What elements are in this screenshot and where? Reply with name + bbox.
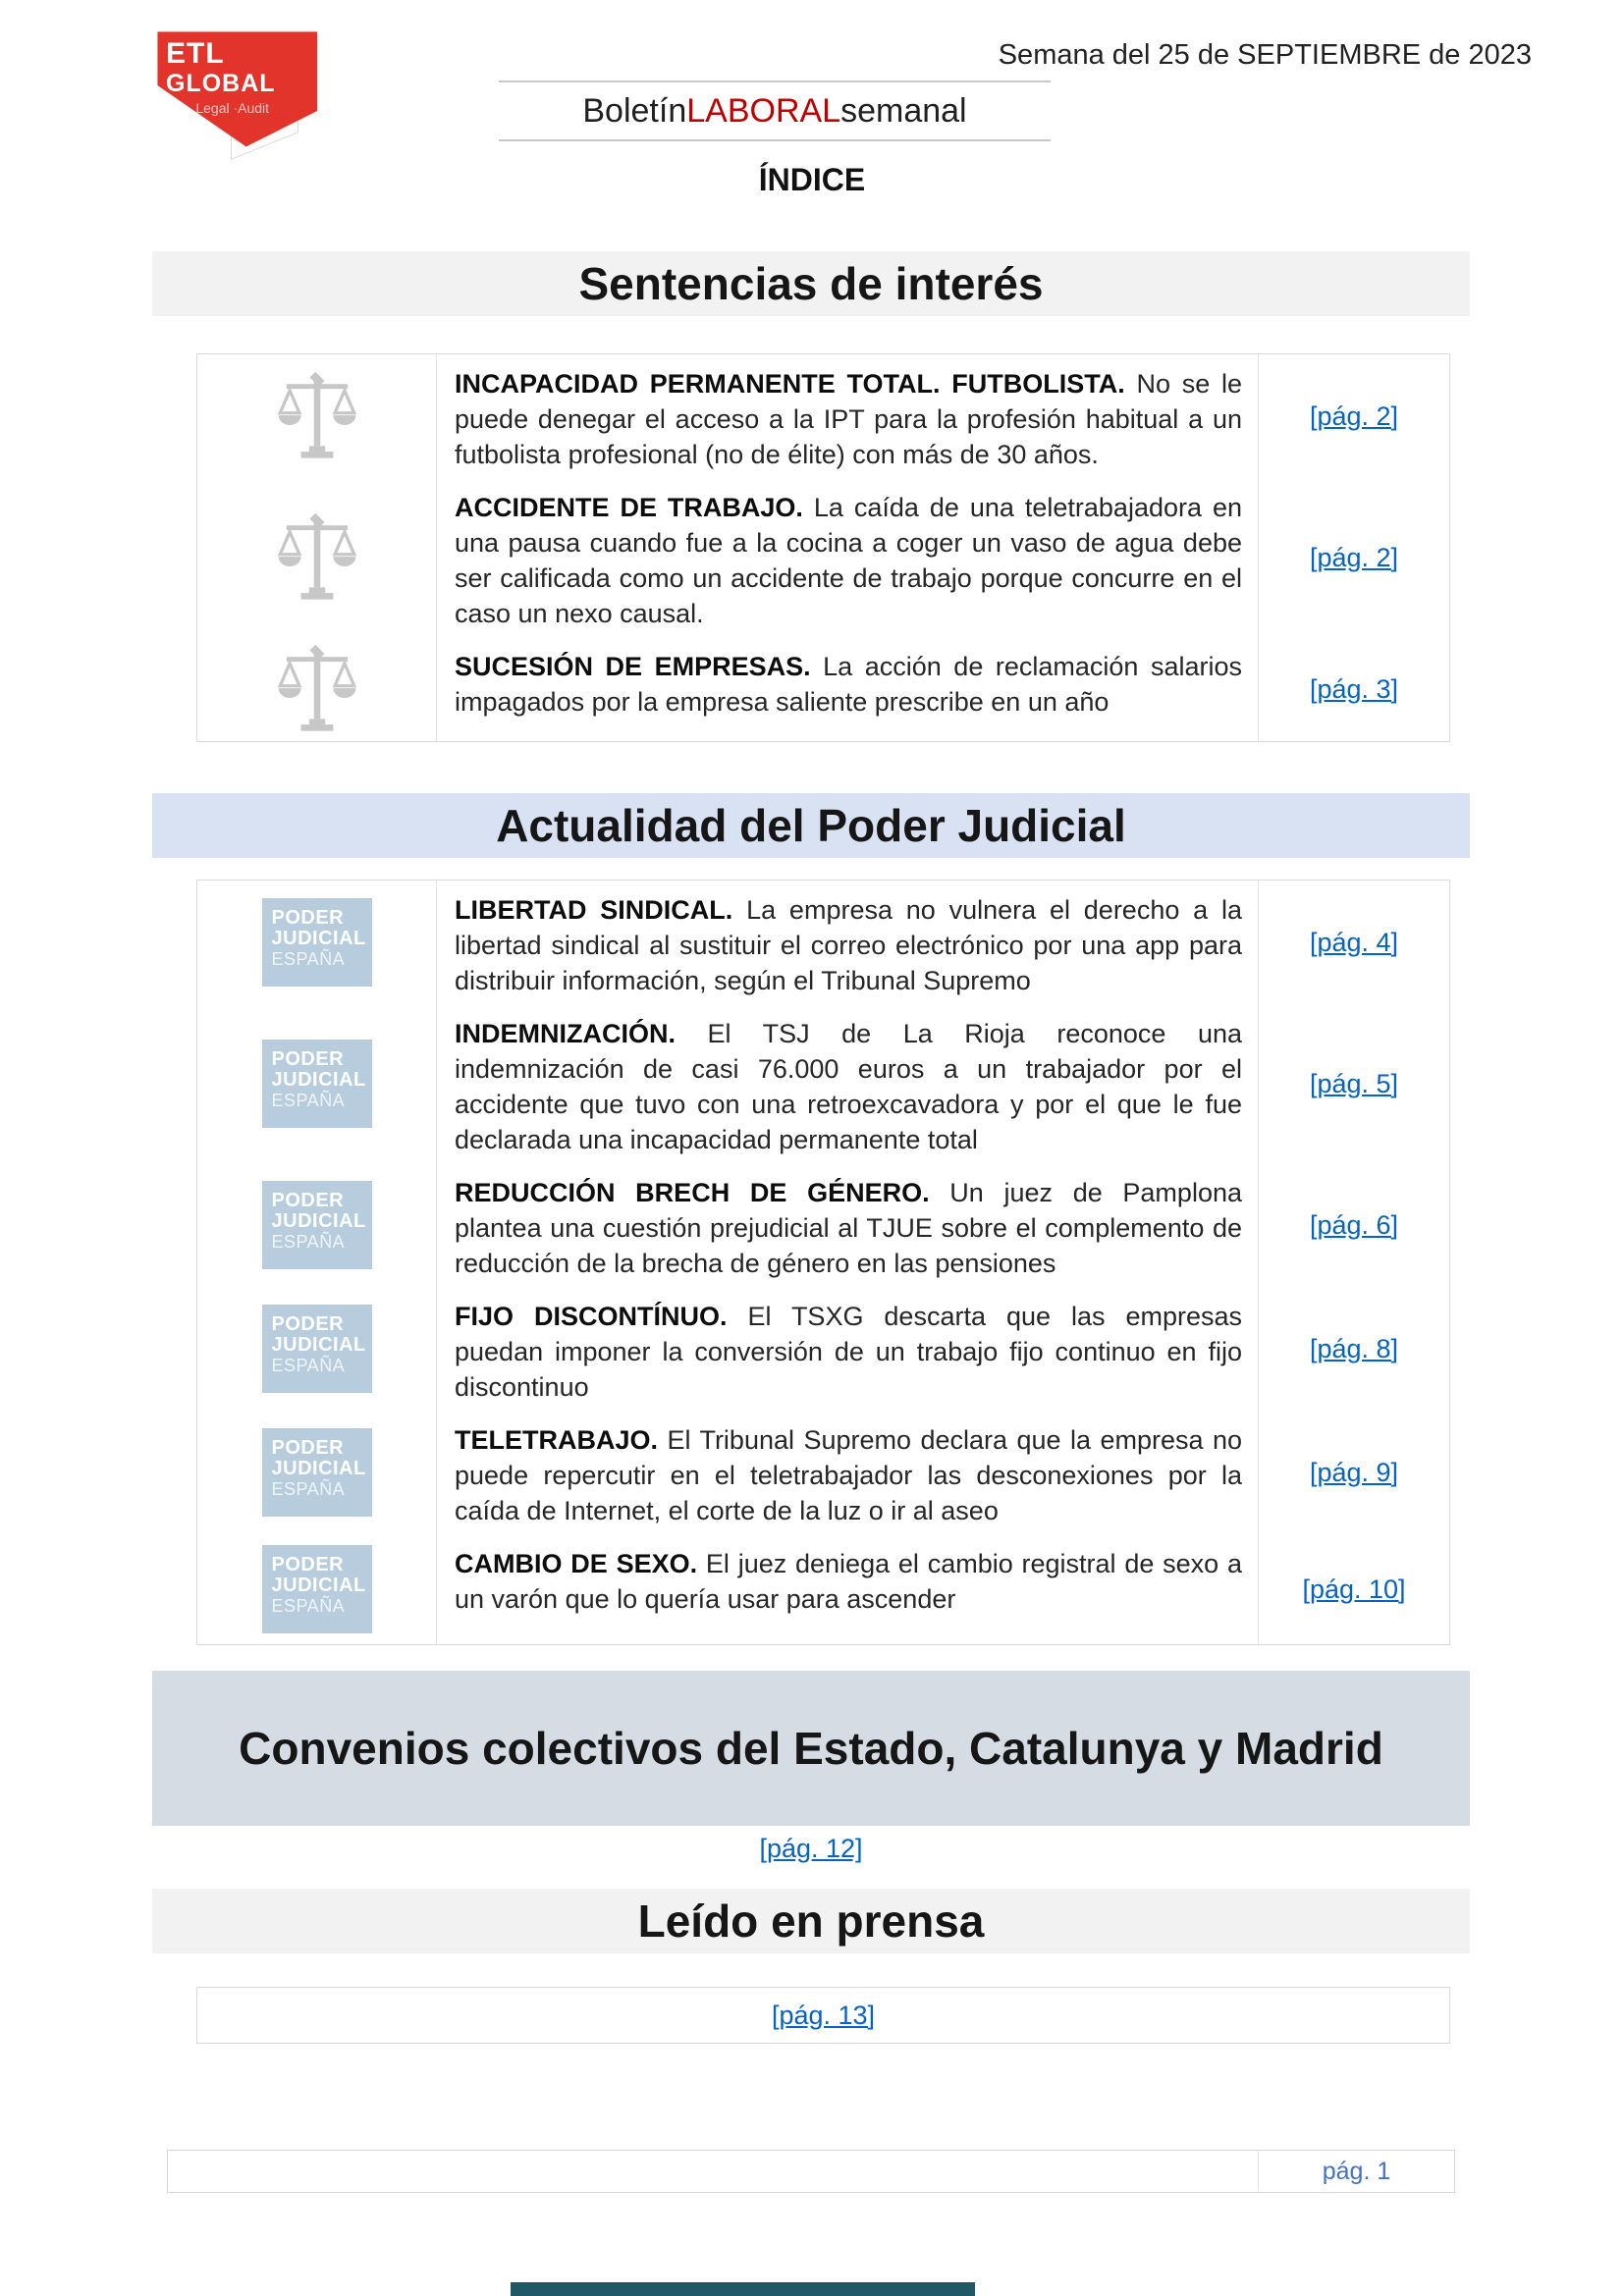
entry-text xyxy=(455,1546,1242,1617)
entry-lead: REDUCCIÓN BRECH DE GÉNERO. xyxy=(455,1178,930,1207)
entry-lead: TELETRABAJO. xyxy=(455,1425,659,1455)
entry-lead: ACCIDENTE DE TRABAJO. xyxy=(455,493,803,522)
entry-body: No se le puede denegar el acceso a la IPT para la profesión habitual a un futbolista profesional (no de élite) con más de 30 años. xyxy=(455,369,1242,469)
entry-text xyxy=(455,1422,1242,1528)
sentencias-table xyxy=(196,353,1450,742)
page-link-pj-4[interactable]: [pág. 8] xyxy=(1309,1333,1399,1363)
section-title-sentencias: Sentencias de interés xyxy=(152,251,1470,316)
bulletin-title-accent: LABORAL xyxy=(686,91,841,130)
poder-judicial-logo: PODER JUDICIAL ESPAÑA xyxy=(262,1428,372,1517)
poder-judicial-logo: PODER JUDICIAL ESPAÑA xyxy=(262,1040,372,1128)
table-row xyxy=(197,1287,1449,1411)
entry-lead: LIBERTAD SINDICAL. xyxy=(455,895,733,925)
entry-body: La acción de reclamación salarios impagados por la empresa saliente prescribe en un año xyxy=(455,652,1243,717)
justice-scales-icon xyxy=(277,642,357,736)
page-link-pj-6[interactable]: [pág. 10] xyxy=(1302,1574,1406,1604)
poder-judicial-logo: PODER JUDICIAL ESPAÑA xyxy=(262,1181,372,1269)
page-link-sentencias-3[interactable]: [pág. 3] xyxy=(1309,673,1399,704)
entry-lead: CAMBIO DE SEXO. xyxy=(455,1549,698,1578)
entry-lead: INDEMNIZACIÓN. xyxy=(455,1019,676,1048)
index-title: ÍNDICE xyxy=(758,162,866,197)
entry-body: La caída de una teletrabajadora en una pausa cuando fue a la cocina a coger un vaso de agua debe ser calificada como un accidente de trabajo porque concurre en el caso un nexo causal. xyxy=(455,493,1242,628)
bulletin-title xyxy=(499,80,1051,141)
entry-body: El TSJ de La Rioja reconoce una indemnización de casi 76.000 euros a un trabajador por el accidente que tuvo con una retroexcavadora y por el que le fue declarada una incapacidad permanente total xyxy=(455,1019,1242,1154)
entry-body: El Tribunal Supremo declara que la empresa no puede repercutir en el teletrabajador las desconexiones por la caída de Internet, el corte de la luz o ir al aseo xyxy=(455,1425,1242,1525)
justice-scales-icon xyxy=(277,369,357,463)
page-link-sentencias-1[interactable]: [pág. 2] xyxy=(1309,400,1399,431)
entry-text xyxy=(455,892,1242,998)
page-link-sentencias-2[interactable]: [pág. 2] xyxy=(1309,542,1399,572)
entry-text xyxy=(455,490,1242,631)
entry-text xyxy=(455,366,1242,472)
week-date: Semana del 25 de SEPTIEMBRE de 2023 xyxy=(998,39,1532,71)
poder-judicial-logo: PODER JUDICIAL ESPAÑA xyxy=(262,1545,372,1633)
table-row xyxy=(197,881,1449,1004)
entry-text xyxy=(455,649,1242,720)
table-row xyxy=(197,637,1449,741)
table-row xyxy=(197,478,1449,637)
footer xyxy=(167,2150,1455,2193)
page-link-pj-3[interactable]: [pág. 6] xyxy=(1309,1209,1399,1240)
entry-text xyxy=(455,1299,1242,1405)
bottom-accent-bar xyxy=(511,2282,975,2296)
bulletin-title-suffix: semanal xyxy=(840,91,967,130)
footer-empty-cell xyxy=(168,2151,1259,2192)
entry-text xyxy=(455,1175,1242,1281)
etl-global-logo xyxy=(131,22,323,149)
entry-text xyxy=(455,1016,1242,1157)
bulletin-title-prefix: Boletín xyxy=(582,91,687,130)
prensa-link-box xyxy=(196,1987,1450,2044)
logo-tagline: Tax· Legal ·Audit xyxy=(166,100,270,116)
section-title-prensa: Leído en prensa xyxy=(152,1889,1470,1953)
table-row xyxy=(197,1004,1449,1163)
entry-body: El TSXG descarta que las empresas puedan imponer la conversión de un trabajo fijo continuo en fijo discontinuo xyxy=(455,1302,1242,1402)
poder-judicial-logo: PODER JUDICIAL ESPAÑA xyxy=(262,1305,372,1393)
poder-judicial-logo: PODER JUDICIAL ESPAÑA xyxy=(262,898,372,987)
table-row xyxy=(197,1411,1449,1534)
entry-lead: SUCESIÓN DE EMPRESAS. xyxy=(455,652,811,681)
section-title-poder-judicial: Actualidad del Poder Judicial xyxy=(152,793,1470,858)
page-link-pj-5[interactable]: [pág. 9] xyxy=(1309,1457,1399,1487)
page-number: pág. 1 xyxy=(1322,2157,1391,2185)
page-link-prensa[interactable]: [pág. 13] xyxy=(771,2000,876,2030)
entry-body: Un juez de Pamplona plantea una cuestión prejudicial al TJUE sobre el complemento de reducción de la brecha de género en las pensiones xyxy=(455,1178,1242,1278)
justice-scales-icon xyxy=(277,510,357,605)
entry-lead: FIJO DISCONTÍNUO. xyxy=(455,1302,728,1331)
entry-lead: INCAPACIDAD PERMANENTE TOTAL. FUTBOLISTA. xyxy=(455,369,1125,399)
logo-etl-text: ETL xyxy=(166,37,225,70)
section-title-convenios: Convenios colectivos del Estado, Catalunya y Madrid xyxy=(152,1671,1470,1826)
table-row xyxy=(197,1534,1449,1644)
page-link-pj-1[interactable]: [pág. 4] xyxy=(1309,927,1399,957)
logo-global-text: GLOBAL xyxy=(166,70,276,97)
page-link-convenios[interactable]: [pág. 12] xyxy=(759,1834,863,1863)
page-link-pj-2[interactable]: [pág. 5] xyxy=(1309,1068,1399,1098)
entry-body: La empresa no vulnera el derecho a la libertad sindical al sustituir el correo electrónico por una app para distribuir información, según el Tribunal Supremo xyxy=(455,895,1242,995)
entry-body: El juez deniega el cambio registral de sexo a un varón que lo quería usar para ascender xyxy=(455,1549,1243,1614)
table-row xyxy=(197,354,1449,478)
table-row xyxy=(197,1163,1449,1287)
poder-judicial-table xyxy=(196,880,1450,1645)
